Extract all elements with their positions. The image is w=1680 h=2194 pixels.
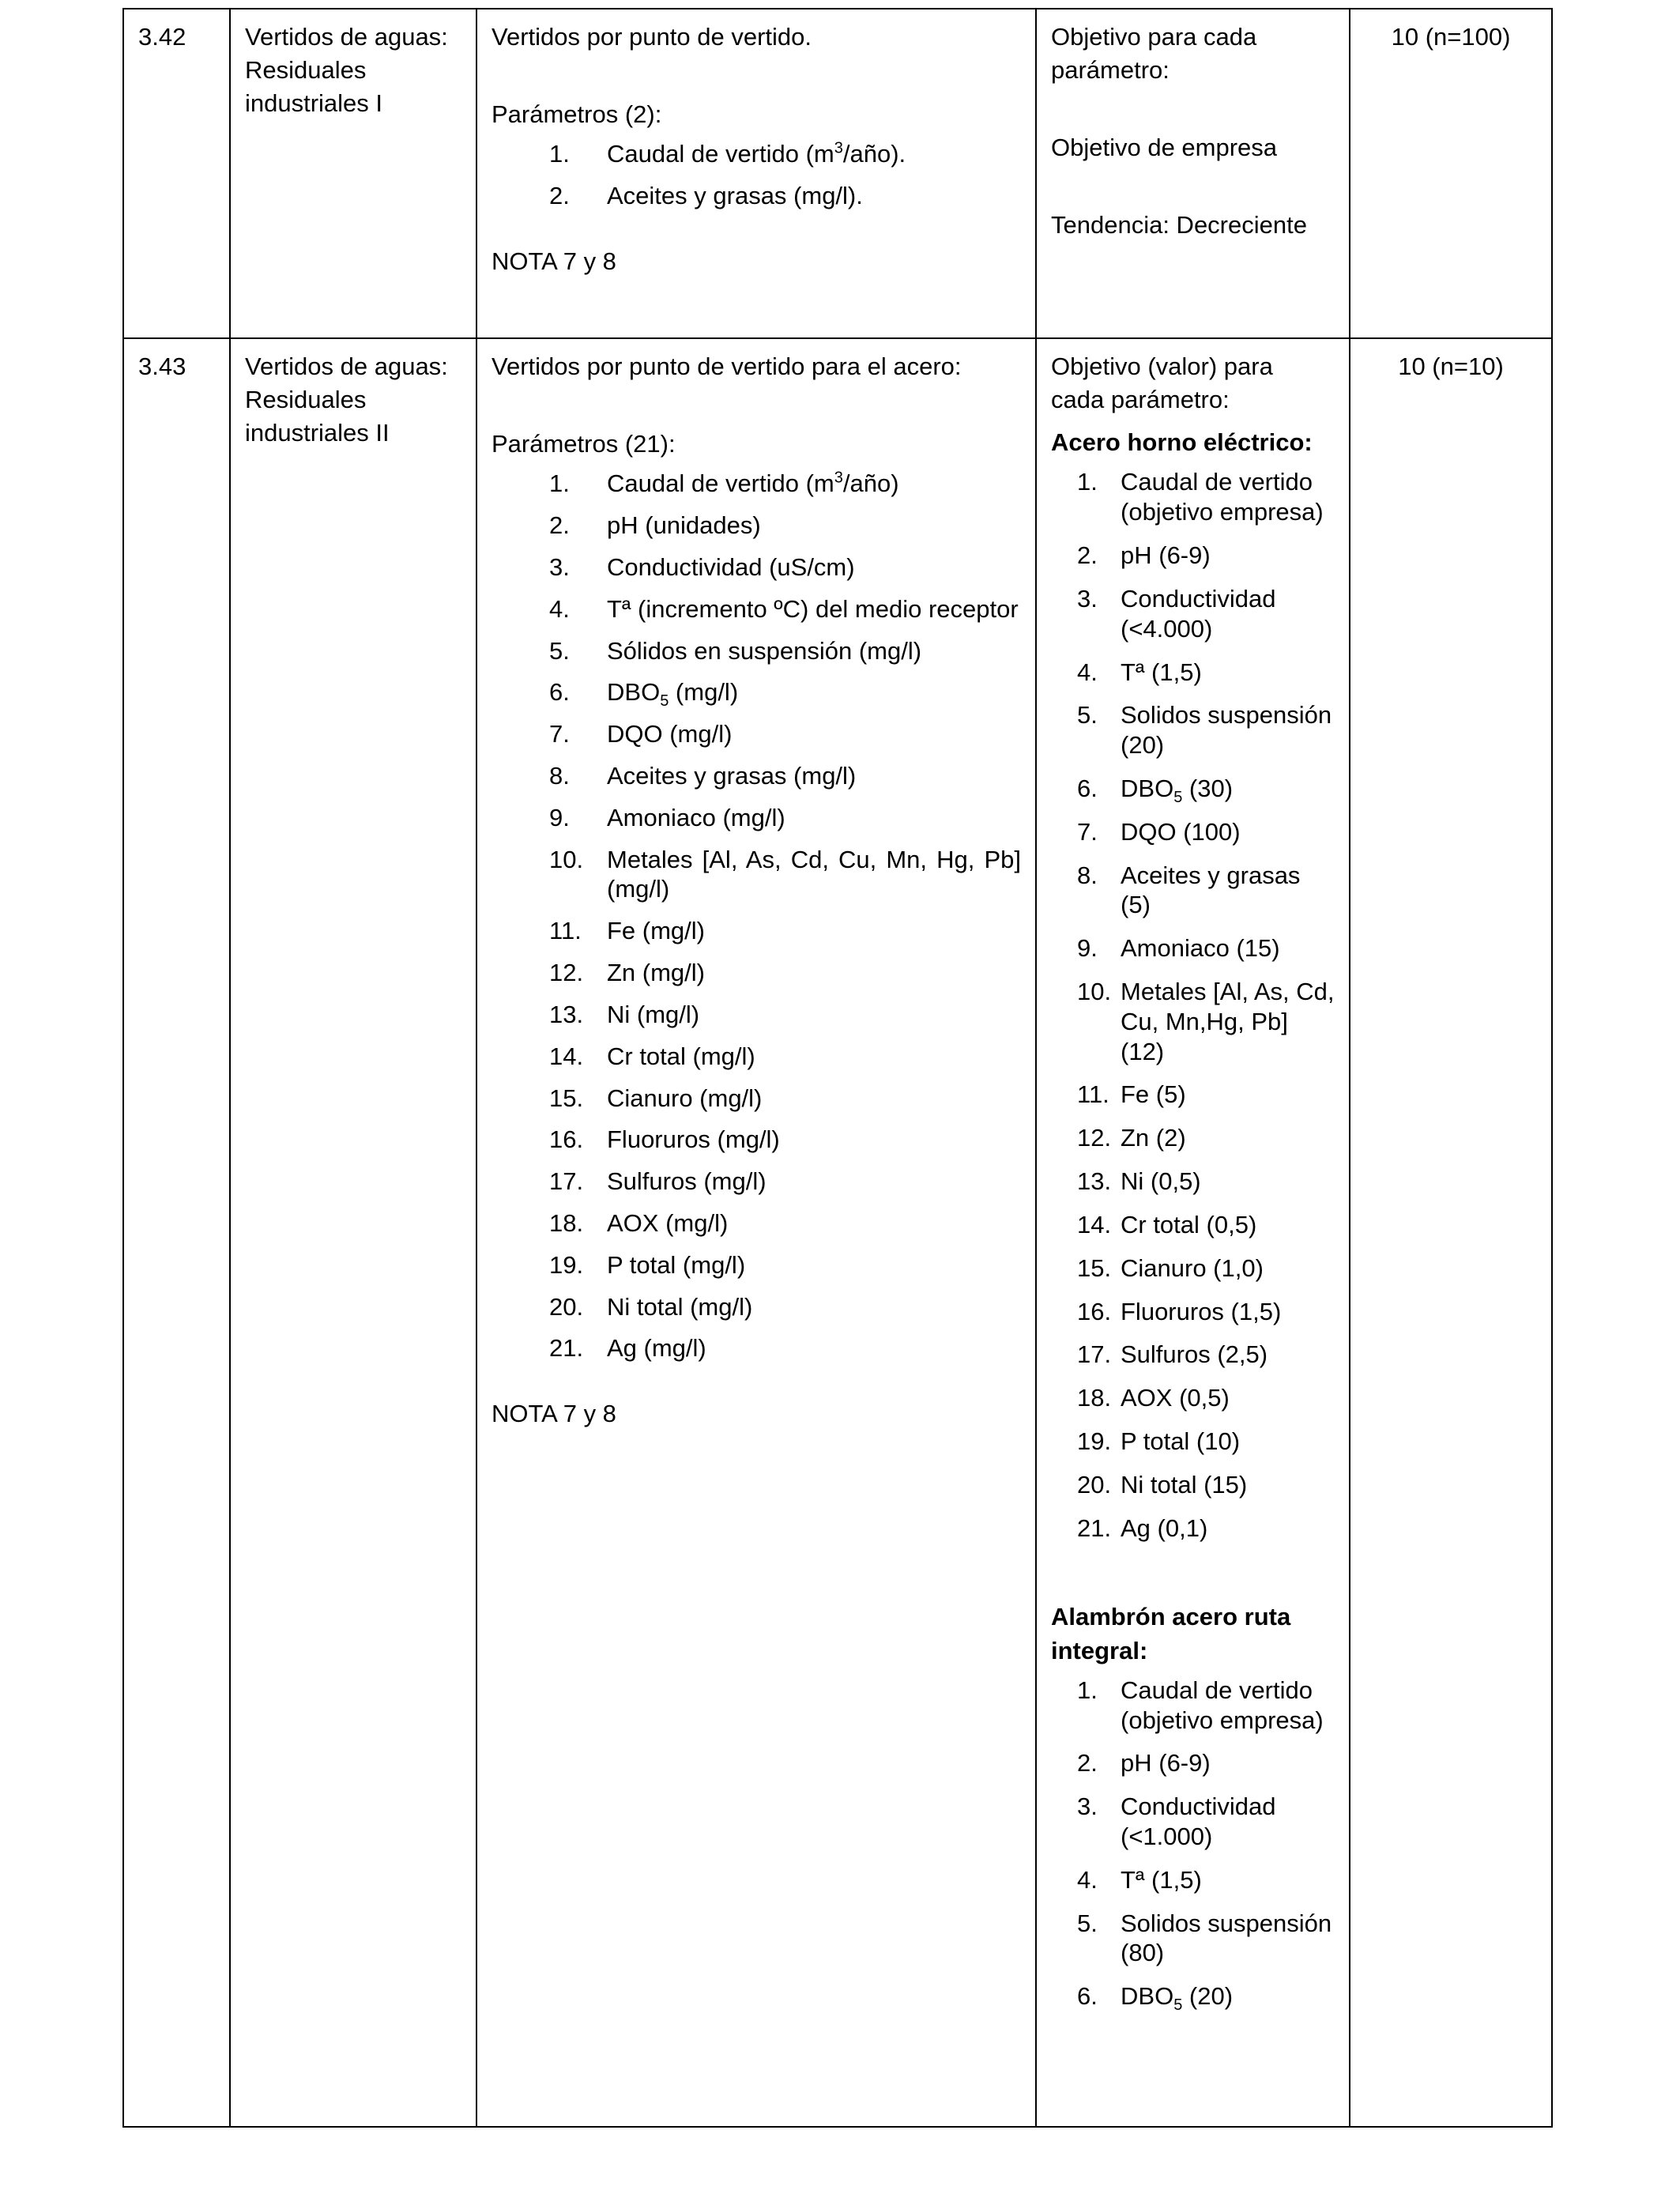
list-item: 6. $DBO_5$ (20): [1077, 1982, 1234, 2015]
row-number-cell: [123, 338, 230, 2127]
objective-trend: Tendencia: Decreciente: [1051, 211, 1307, 239]
list-item: 4. Tª (incremento ºC) del medio receptor: [549, 594, 1019, 623]
description-intro: Vertidos por punto de vertido.: [492, 23, 812, 51]
group-title: Alambrón acero ruta integral:: [1051, 1603, 1291, 1664]
list-item: 18. AOX (0,5): [1077, 1384, 1230, 1412]
list-item: 13. Ni (0,5): [1077, 1167, 1201, 1196]
group-title: Acero horno eléctrico:: [1051, 428, 1313, 457]
indicator-cell: [230, 9, 477, 338]
description-cell: [477, 9, 1036, 338]
list-item: 14. Cr total (mg/l): [549, 1042, 755, 1070]
list-item: 18. AOX (mg/l): [549, 1208, 729, 1237]
list-item: 1. Caudal de vertido $(m^3/año)$: [549, 469, 899, 498]
description-intro: Vertidos por punto de vertido para el acero:: [492, 352, 962, 380]
list-item: 2. pH (6-9): [1077, 541, 1211, 570]
list-item: 20. Ni total (mg/l): [549, 1292, 753, 1321]
list-item: 2. Aceites y grasas (mg/l).: [549, 182, 863, 210]
list-item: 1. Caudal de vertido $(m^3/año)$.: [549, 139, 906, 168]
objective-list: [1051, 1676, 1335, 2015]
list-item: 16. Fluoruros (mg/l): [549, 1125, 780, 1154]
list-item: 10. Metales [Al, As, Cd, Cu, Mn,Hg, Pb] (12): [1077, 978, 1335, 1065]
list-item: 16. Fluoruros (1,5): [1077, 1297, 1282, 1325]
list-item: 1. Caudal de vertido (objetivo empresa): [1077, 1676, 1324, 1734]
list-item: 4. Tª (1,5): [1077, 658, 1202, 686]
list-item: 9. Amoniaco (15): [1077, 934, 1280, 963]
list-item: 13. Ni (mg/l): [549, 1000, 700, 1028]
list-item: 2. pH (6-9): [1077, 1749, 1211, 1777]
indicator-line: industriales I: [245, 89, 383, 118]
description-note: NOTA 7 y 8: [492, 247, 616, 275]
objective-line: Objetivo de empresa: [1051, 134, 1278, 162]
frequency-value: 10 (n=100): [1391, 23, 1511, 51]
objective-cell: [1036, 338, 1350, 2127]
list-item: 9. Amoniaco (mg/l): [549, 803, 785, 831]
indicator-table: [122, 8, 1553, 2128]
list-item: 21. Ag (mg/l): [549, 1334, 706, 1363]
indicator-line: Vertidos de aguas:: [245, 352, 448, 380]
list-item: 7. DQO (100): [1077, 817, 1241, 846]
list-item: 15. Cianuro (mg/l): [549, 1084, 763, 1112]
row-number: 3.43: [138, 352, 186, 380]
objective-line: Objetivo para cada: [1051, 23, 1257, 51]
list-item: 5. Sólidos en suspensión (mg/l): [549, 636, 922, 665]
list-item: 19. P total (mg/l): [549, 1250, 746, 1279]
list-item: 2. pH (unidades): [549, 511, 761, 540]
list-item: 12. Zn (mg/l): [549, 959, 705, 987]
list-item: 6. $DBO_5$ (mg/l): [549, 678, 739, 711]
list-item: 3. Conductividad (uS/cm): [549, 552, 855, 581]
params-title: Parámetros (2):: [492, 100, 662, 129]
list-item: 5. Solidos suspensión (80): [1077, 1909, 1332, 1967]
list-item: 7. DQO (mg/l): [549, 720, 733, 748]
indicator-line: Residuales: [245, 386, 367, 414]
table-row: [123, 338, 1552, 2127]
list-item: 5. Solidos suspensión (20): [1077, 701, 1332, 760]
row-number-cell: [123, 9, 230, 338]
objective-line: parámetro:: [1051, 56, 1170, 85]
list-item: 21. Ag (0,1): [1077, 1514, 1208, 1542]
list-item: 10. Metales [Al, As, Cd, Cu, Mn, Hg, Pb] (mg/l): [549, 845, 1021, 903]
list-item: 12. Zn (2): [1077, 1124, 1186, 1152]
params-list: [492, 139, 1021, 211]
list-item: 17. Sulfuros (2,5): [1077, 1340, 1268, 1369]
indicator-cell: [230, 338, 477, 2127]
row-number: 3.42: [138, 23, 186, 51]
list-item: 20. Ni total (15): [1077, 1470, 1248, 1498]
list-item: 6. $DBO_5$ (30): [1077, 774, 1234, 807]
description-note: NOTA 7 y 8: [492, 1400, 616, 1428]
table-row: [123, 9, 1552, 338]
list-item: 11. Fe (5): [1077, 1080, 1186, 1109]
frequency-cell: [1350, 338, 1552, 2127]
indicator-line: Residuales: [245, 56, 367, 85]
list-item: 11. Fe (mg/l): [549, 917, 705, 945]
frequency-cell: [1350, 9, 1552, 338]
objective-cell: [1036, 9, 1350, 338]
objective-intro: cada parámetro:: [1051, 386, 1230, 414]
frequency-value: 10 (n=10): [1398, 352, 1504, 380]
list-item: 8. Aceites y grasas (mg/l): [549, 762, 857, 790]
list-item: 3. Conductividad (<4.000): [1077, 584, 1276, 643]
list-item: 4. Tª (1,5): [1077, 1865, 1202, 1894]
params-title: Parámetros (21):: [492, 430, 676, 458]
indicator-line: industriales II: [245, 419, 390, 447]
list-item: 3. Conductividad (<1.000): [1077, 1793, 1276, 1850]
description-cell: [477, 338, 1036, 2127]
list-item: 19. P total (10): [1077, 1427, 1241, 1455]
list-item: 14. Cr total (0,5): [1077, 1210, 1257, 1238]
indicator-line: Vertidos de aguas:: [245, 23, 448, 51]
list-item: 15. Cianuro (1,0): [1077, 1253, 1264, 1282]
list-item: 8. Aceites y grasas (5): [1077, 861, 1301, 919]
objective-list: [1051, 467, 1335, 1543]
list-item: 17. Sulfuros (mg/l): [549, 1167, 767, 1196]
list-item: 1. Caudal de vertido (objetivo empresa): [1077, 468, 1324, 526]
objective-intro: Objetivo (valor) para: [1051, 352, 1273, 380]
params-list: [492, 469, 1021, 1363]
